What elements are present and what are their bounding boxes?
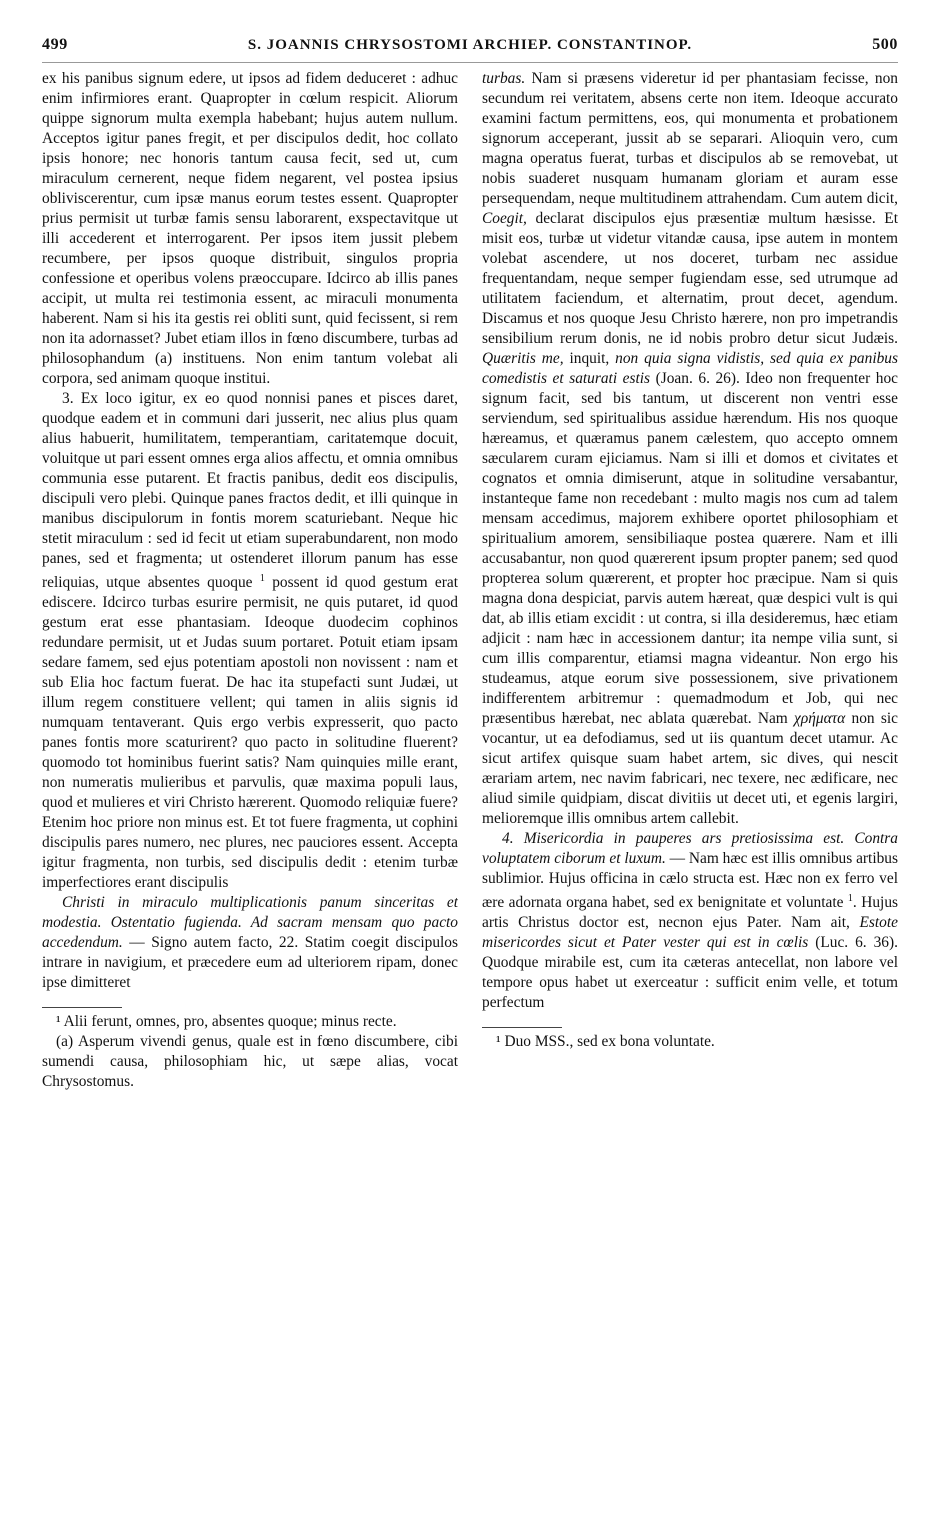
text-segment: non sic vocantur, ut ea defodiamus, sed ut iis quantum decet utamur. Ac sicut artifex quisque suam habet artem, sic dives, qui nescit ærariam artem, nec navim fabricari, nec texere, nec ædificare, nec aliud simile quidpiam, discat divitiis ut decet uti, et egenis largiri, melioremque illis omnibus artem callebit. bbox=[482, 710, 898, 827]
page-number-right: 500 bbox=[872, 36, 898, 53]
text-segment: . Hujus artis Christus doctor est, necnon ejus Pater. Nam ait, bbox=[482, 894, 898, 932]
running-title: S. JOANNIS CHRYSOSTOMI ARCHIEP. CONSTANTINOP. bbox=[247, 37, 693, 53]
footnote-marker: 1 bbox=[847, 893, 853, 904]
left-paragraph-2-text-b: possent id quod gestum erat ediscere. Idcirco turbas esurire permisit, ne quis putaret, id quod gestum erat esse phantasiam. Ideoque duodecim cophinos redundare permisit, ut et Judas suum portaret. Potuit etiam ipsam sedare famem, sed ejus potentiam apostoli non novissent : nam et sub Elia hoc factum fuerat. De hac ita stupefacti sunt Judæi, ut illum regem constituere vellent; qui tamen in aliis signis id numquam tentaverant. Quis ergo verbis expresserit, quo pacto panes fontis more scaturirent? quo pacto in solitudine fluerent? quomodo tot hominibus fuerint satis? Nam quinquies mille erant, non numeratis mulieribus et parvulis, quæ maxima populi laus, quod et mulieres et viri Christo hærerent. Quomodo reliquiæ fuere? Etenim hoc priore non minus est. Et tot fuere fragmenta, ut cophini discipulis pares numero, nec plures, nec pauciores essent. Accepta igitur fragmenta, non turbis, sed discipulis dedit : etenim turbæ imperfectiores erant discipulis bbox=[42, 574, 458, 892]
right-column bbox=[482, 69, 898, 1092]
text-segment: inquit, bbox=[569, 350, 610, 367]
text-segment: non quia signa vidistis, sed quia ex panibus comedistis et saturati estis bbox=[482, 350, 898, 387]
left-paragraph-3-text: — Signo autem facto, 22. Statim coegit discipulos intrare in navigium, et præcedere eum ad ulteriorem ripam, donec ipse dimitteret bbox=[42, 934, 458, 992]
page-number-left: 499 bbox=[42, 36, 68, 53]
footnote-marker: 1 bbox=[259, 573, 265, 584]
right-footnote-1: ¹ Duo MSS., sed ex bona voluntate. bbox=[496, 1033, 715, 1051]
right-paragraph-1 bbox=[482, 69, 898, 829]
text-segment: Nam si præsens videretur id per phantasiam fecisse, non secundum rei veritatem, absens certe non item. Ideoque accurato examini factum permittens, eos, qui monumenta et probationem signorum acceperant, jussit ab se separari. Alioquin vero, cum magna operatus fuerat, turbas et discipulos ab se removebat, ut nobis suaderet nusquam humanam gloriam et auram esse persequendam, neque multitudinem attrahendam. Cum autem dicit, bbox=[482, 70, 898, 207]
left-paragraph-2 bbox=[42, 389, 458, 893]
section-heading-misericordia: 4. Misericordia in pauperes ars pretiosissima est. Contra voluptatem ciborum et luxum. bbox=[482, 830, 898, 867]
greek-word: χρήματα bbox=[794, 710, 846, 727]
left-paragraph-1: ex his panibus signum edere, ut ipsos ad fidem deduceret : adhuc enim infirmiores erant. Quapropter in cœlum respicit. Aliorum quippe signorum multa exempla habebant; hujus autem nullum. Acceptos igitur panes fregit, et per discipulos dedit, hoc collato ipsis honore; nec honoris tantum causa fecit, sed ut, cum miraculum cernerent, neque fidem negarent, vel postea ipsius obliviscerentur, cum ipsæ manus eorum testes essent. Quapropter prius permisit ut turbæ famis sensu laborarent, exspectavitque ut illi accederent et interrogarent. Per ipsos item jussit plebem recumbere, per ipsos quoque distribuit, singulos propria confessione et operibus volens præoccupare. Idcirco ab illis panes accipit, ut multa rei testimonia essent, ac miraculi monumenta haberent. Nam si his ita gestis rei obliti sunt, quid fecissent, si rem non ita adornasset? Jubet etiam illos in fœno discumbere, turbas ad philosophandum (a) instituens. Non enim tantum volebat ali corpora, sed animam quoque institui. bbox=[42, 70, 458, 387]
left-footnote-1: ¹ Alii ferunt, omnes, pro, absentes quoque; minus recte. bbox=[56, 1013, 397, 1031]
text-segment: turbas. bbox=[482, 70, 526, 87]
left-column bbox=[42, 69, 458, 1092]
text-segment: (Luc. 6. 36). Quodque mirabile est, cum ita cæteras antecellat, non labore vel tempore opus habet ut exerceatur : sufficit enim velle, et totum perfectum bbox=[482, 934, 898, 1012]
text-segment: Estote misericordes sicut et Pater vester qui est in cœlis bbox=[482, 914, 898, 952]
text-segment: Coegit, bbox=[482, 210, 527, 227]
left-paragraph-2-text-a: 3. Ex loco igitur, ex eo quod nonnisi panes et pisces daret, quodque eadem et in communi dari jusserit, nec alius plus quam alius habuerit, humilitatem, temperantiam, caritatemque docuit, voluitque ut pari essent omnes erga alios affectu, et omnia omnibus communia esse putarent. Et fractis panibus, dedit eos discipulis, discipuli vero plebi. Quinque panes fractos dedit, et illi quinque in manibus discipulorum in fontis morem scaturiebant. Neque hic stetit miraculum : sed id fecit ut etiam superabundarent, non modo panes, sed et fragmenta; ut ostenderet illorum panum has esse reliquias, utque absentes quoque bbox=[42, 390, 458, 592]
two-column-body bbox=[42, 69, 898, 1092]
section-heading-christi: Christi in miraculo multiplicationis panum sinceritas et modestia. Ostentatio fugienda. Ad sacram mensam quo pacto accedendum. bbox=[42, 894, 458, 952]
footnote-rule bbox=[482, 1027, 562, 1028]
running-header bbox=[42, 36, 898, 63]
footnote-rule bbox=[42, 1007, 122, 1008]
text-segment: — Nam hæc est illis omnibus artibus sublimior. Hujus officina in cælo structa est. Hæc non ex ferro vel ære adornata organa habet, sed ex benignitate et voluntate bbox=[482, 850, 898, 912]
right-paragraph-2 bbox=[482, 829, 898, 1013]
text-segment: declarat discipulos ejus præsentiæ multum hæsisse. Et misit eos, turbæ ut videtur vitandæ causa, ipse autem in montem volebat ascendere, ut nos doceret, turbam nec assidue frequentandam, neque semper fugiendam esse, sed utrumque ad utilitatem faciendum, et alternatim, prout decet, agendum. Discamus et nos quoque Jesu Christo hærere, non pro impetrandis sensibilium rerum donis, ne id nobis probro detur sicut Judæis. bbox=[482, 210, 898, 347]
left-paragraph-3 bbox=[42, 893, 458, 993]
text-segment: (Joan. 6. 26). Ideo non frequenter hoc signum facit, sed bis tantum, ut discerent non ventri esse serviendum, sed spiritualibus assidue hærendum. His nos quoque hæreamus, et quæramus panem cælestem, quo accepto omnem sæcularem curam ejiciamus. Nam si illi et domos et civitates et cognatos et omnia dimiserunt, atque in solitudine versabantur, instanteque fame non recedebant : multo magis nos cum ad talem mensam accedimus, majorem exhibere oportet philosophiam et spiritualium amorem, sensibiliaque postea quærere. Nam et illi accusabantur, non quod quærerent ipsum propter panem; sed quod propterea solum quærerent, et propter hoc præcipue. Nam si quis magna dona despiciat, parvis autem hæreat, quæ despici vult is qui dat, ab illis etiam excidit : ut contra, si illa desideremus, hæc etiam adjicit : nam hæc in accessionem dantur; ita nempe vilia sunt, si cum illis comparentur, etiamsi magna videantur. Non ergo his studeamus, atque eorum sive possessionem, sive privationem indifferentem arbitremur : quemadmodum et Job, qui nec præsentibus hærebat, nec ablata quærebat. Nam bbox=[482, 370, 898, 727]
text-segment: Quæritis me, bbox=[482, 350, 564, 367]
left-footnote-2: (a) Asperum vivendi genus, quale est in fœno discumbere, cibi sumendi causa, philosophiam hic, ut sæpe alias, vocat Chrysostomus. bbox=[42, 1033, 458, 1091]
